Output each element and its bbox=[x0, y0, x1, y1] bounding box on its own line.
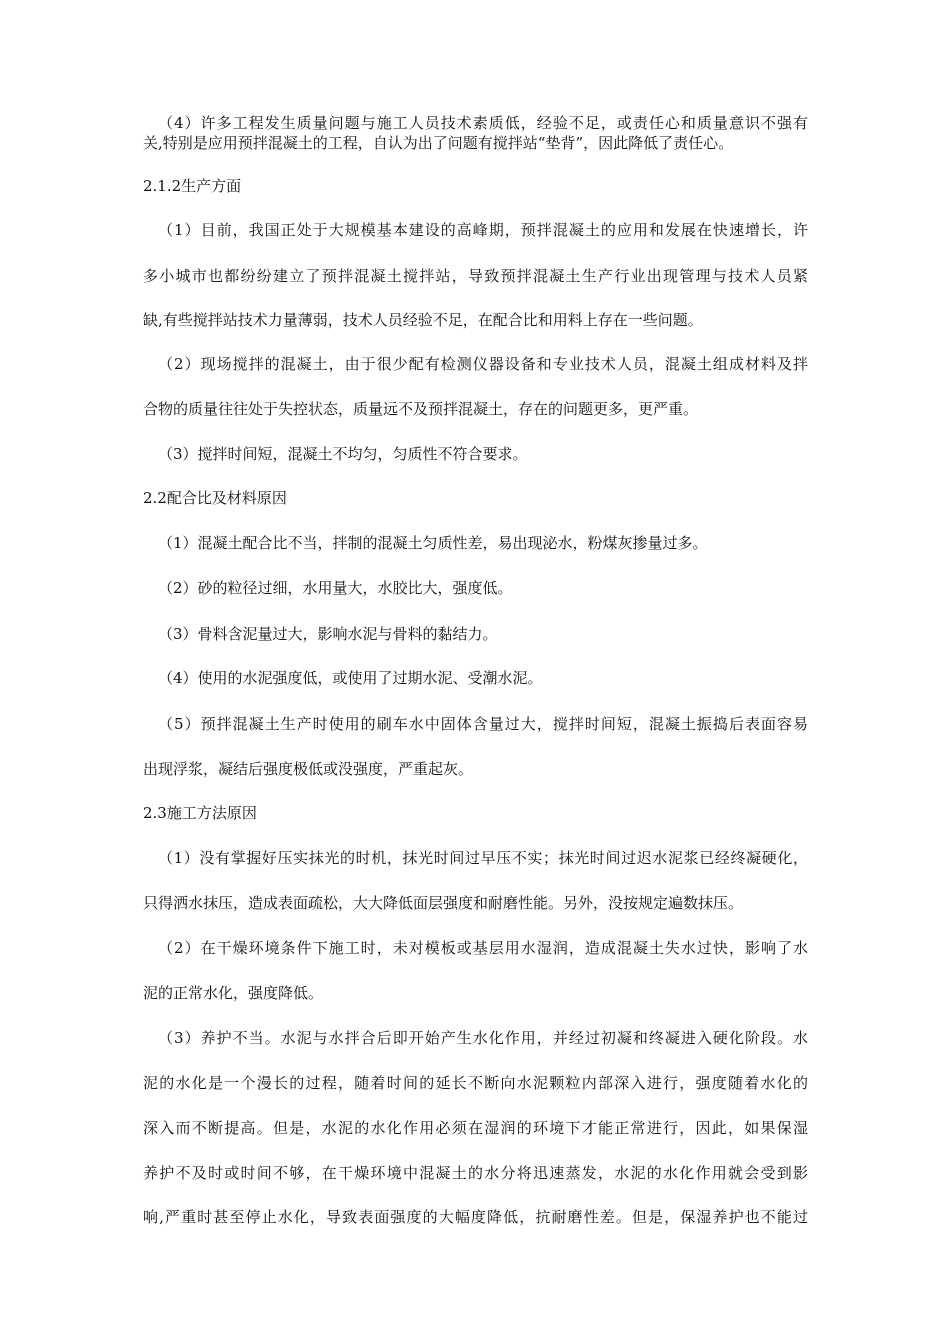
paragraph-line: （2）在干燥环境条件下施工时，未对模板或基层用水湿润，造成混凝土失水过快，影响了水 bbox=[158, 939, 808, 957]
section-heading: 2.3施工方法原因 bbox=[143, 804, 257, 822]
paragraph-line: （3）养护不当。水泥与水拌合后即开始产生水化作用，并经过初凝和终凝进入硬化阶段。水 bbox=[158, 1029, 808, 1047]
paragraph-line: 泥的水化是一个漫长的过程，随着时间的延长不断向水泥颗粒内部深入进行，强度随着水化的 bbox=[143, 1074, 808, 1092]
paragraph-line: 养护不及时或时间不够，在干燥环境中混凝土的水分将迅速蒸发，水泥的水化作用就会受到影 bbox=[143, 1164, 808, 1182]
paragraph-line: 合物的质量往往处于失控状态，质量远不及预拌混凝土，存在的问题更多，更严重。 bbox=[143, 400, 699, 418]
paragraph-line: （5）预拌混凝土生产时使用的刷车水中固体含量过大，搅拌时间短，混凝土振捣后表面容易 bbox=[158, 715, 808, 733]
paragraph-line: （1）目前，我国正处于大规模基本建设的高峰期，预拌混凝土的应用和发展在快速增长，许 bbox=[158, 221, 808, 239]
paragraph-line: （1）混凝土配合比不当，拌制的混凝土匀质性差，易出现泌水，粉煤灰掺量过多。 bbox=[158, 534, 708, 552]
paragraph-line: （1）没有掌握好压实抹光的时机，抹光时间过早压不实；抹光时间过迟水泥浆已经终凝硬化， bbox=[158, 849, 808, 867]
paragraph-line: 响,严重时甚至停止水化，导致表面强度的大幅度降低，抗耐磨性差。但是，保湿养护也不能过 bbox=[143, 1208, 808, 1226]
paragraph-line: （4）许多工程发生质量问题与施工人员技术素质低，经验不足，或责任心和质量意识不强有 bbox=[158, 114, 808, 132]
section-heading: 2.2配合比及材料原因 bbox=[143, 489, 287, 507]
paragraph-line: （3）搅拌时间短，混凝土不均匀，匀质性不符合要求。 bbox=[158, 445, 528, 463]
paragraph-line: 关,特别是应用预拌混凝土的工程，自认为出了问题有搅拌站“垫背”，因此降低了责任心。 bbox=[143, 134, 734, 152]
paragraph-line: 多小城市也都纷纷建立了预拌混凝土搅拌站，导致预拌混凝土生产行业出现管理与技术人员紧 bbox=[143, 267, 808, 285]
paragraph-line: 出现浮浆，凝结后强度极低或没强度，严重起灰。 bbox=[143, 760, 474, 778]
paragraph-line: （4）使用的水泥强度低，或使用了过期水泥、受潮水泥。 bbox=[158, 669, 543, 687]
paragraph-line: （3）骨料含泥量过大，影响水泥与骨料的黏结力。 bbox=[158, 625, 498, 643]
paragraph-line: （2）砂的粒径过细，水用量大，水胶比大，强度低。 bbox=[158, 579, 513, 597]
paragraph-line: 泥的正常水化，强度降低。 bbox=[143, 984, 324, 1002]
paragraph-line: 深入而不断提高。但是，水泥的水化作用必须在湿润的环境下才能正常进行，因此，如果保湿 bbox=[143, 1119, 808, 1137]
paragraph-line: 只得洒水抹压，造成表面疏松，大大降低面层强度和耐磨性能。另外，没按规定遍数抹压。 bbox=[143, 894, 744, 912]
paragraph-line: （2）现场搅拌的混凝土，由于很少配有检测仪器设备和专业技术人员，混凝土组成材料及拌 bbox=[158, 355, 808, 373]
section-heading: 2.1.2生产方面 bbox=[143, 177, 242, 195]
paragraph-line: 缺,有些搅拌站技术力量薄弱，技术人员经验不足，在配合比和用料上存在一些问题。 bbox=[143, 311, 703, 329]
